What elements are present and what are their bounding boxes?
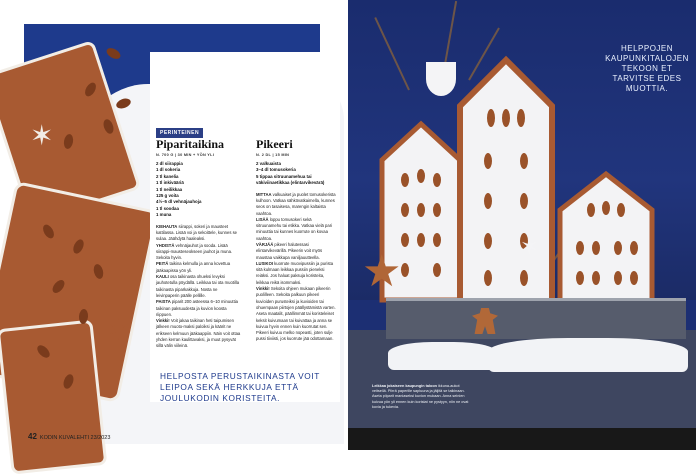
recipe-column-dough (156, 138, 242, 350)
recipe-step: LISÄÄ loppu tomusokeri sekä sitruunamehu tai etikka. Vatkaa vielä pari minuuttia tai kunnes kuorrute on kovaa vaahtoa. (256, 216, 333, 241)
baking-tray (386, 298, 686, 339)
recipe-steps (256, 192, 336, 343)
photo-caption: Leikkaa jokaiseen kaupungin taloon ikkuna-aukot veitsellä. Piirrä paperille sapluuna ja jäljitä se taikinaan. Aseta piiparit maniaseksi kuvion mukaan. Anna seinien kuivua yön yli ennen kuin koristat ne pystyyn, niin ne ovat kovia ja tukevia. (372, 384, 469, 409)
ingredient: 2 valkuaista (256, 161, 281, 166)
moon-cookie (426, 62, 456, 96)
recipe-step: LUSIKOI kuorrute muovipussiin ja purista sitä kulmaan leikkaa pussiin pieneksi reiäksi. Jos haluat paksuja koristeita, leikkaa reikä isommaksi. (256, 260, 334, 285)
ingredient: 4½–5 dl vehnäjauhoja (156, 199, 202, 205)
recipe-title: Pikeeri (256, 137, 293, 151)
star-ornament-icon: ✶ (520, 234, 539, 259)
ingredient: 1 tl soodaa (156, 205, 179, 211)
ingredient: 3–4 dl tomusokeria (256, 167, 296, 173)
ingredient: 1 tl inkivääriä (156, 180, 184, 186)
page-number: 42 (28, 432, 37, 441)
recipe-meta: N. 2 DL | 15 MIN (256, 153, 290, 157)
ingredient: 2 tl kanelia (156, 173, 179, 179)
recipe-step: KAULI osa taikinasta ohueksi levyksi jauhotetulla pöydällä. Leikkaa tai ota muotilla taikinasta piparkakkuja. Nosta ne leivinpaperin päälle pellille. (156, 274, 240, 298)
recipe-step: KIEHAUTA siirappi, sokeri ja mausteet kattilassa. Lisää voi ja sekoittele, kunnes se sulaa. Jäähdytä haaleaksi. (156, 223, 238, 242)
recipe-step: MITTAA valkuaiset ja puolet tomusokerista kulhoon. Vatkaa sähkövatkaimella, kunnes seos on tasaisesa, marengin kaltaista vaahtoa. (256, 191, 336, 216)
recipe-step: VÄRJÄÄ pikeeri halutessasi elintarvikevärillä. Pikeerin voit myös maustaa vaikkapa vaniljauutteella. (256, 242, 323, 260)
right-page-photo (348, 0, 696, 450)
recipe-tip: Vinkki! Voit jakaa taikinan heti taipumisen jälkeen muoto-maksi paloiksi ja käärit ne erikseen kelmuun jääkaappiin. Näin voit ottaa yhden kerran kaulittavaksi, ja muut pysyvät sillä välin viileinä. (156, 318, 241, 349)
recipe-column-icing (256, 138, 336, 343)
recipe-step: PAISTA piparit 200 asteessa 6–10 minuuttia taikinan paksuudesta ja kuvion koosta riippuen. (156, 299, 239, 317)
gingerbread-cookie (0, 319, 107, 474)
ingredient-list (256, 161, 336, 187)
ingredient: 5 tippaa sitruunamehua tai väkiviinaetikkaa (elintarvikevärä) (256, 173, 325, 186)
star-cookie-icon: ★ (362, 247, 402, 296)
almond (105, 46, 122, 61)
page-bottom-band (348, 428, 696, 450)
recipe-step: PEITÄ taikina kelmulla ja anna kovettua jääkaapissa yön yli. (156, 261, 231, 273)
photo-headline: HELPPOJEN KAUPUNKITALOJEN TEKOON ET TARVITSE EDES MUOTTIA. (605, 44, 689, 93)
recipe-title: Piparitaikina (156, 137, 225, 151)
left-page (0, 0, 348, 450)
gingerbread-house (456, 56, 556, 306)
gingerbread-photo (24, 24, 336, 428)
ingredient: 1 tl neilikkaa (156, 186, 183, 192)
star-cookie-icon: ✶ (106, 314, 132, 347)
recipe-step: YHDISTÄ vehnäjauhot ja sooda. Lisää siirappi-mausteseokseen jauhot ja muna. Sekoita hyvin. (156, 242, 233, 261)
page-footer (28, 432, 110, 441)
gingerbread-house (556, 170, 656, 310)
recipe-meta: N. 700 G | 30 MIN + YÖN YLI (156, 153, 215, 157)
recipe-steps (156, 224, 242, 350)
star-cookie-icon: ✶ (30, 120, 54, 151)
recipe-card (150, 52, 340, 402)
recipe-tip: Vinkki! Sekoita ohjeen mukaan pikeerin puolilleen. Sekoita palkuun pikeeri kuvioiden purusteiksi ja kuvioiden tai ohuempaan piirtojen päällystämistä varten. Aseta maatalit, päällimmät tai koristeleiset keksit kuivumaan tai kuivattaa ja anna se kuivua hyvin ennen kuin kuorrutat sen. Pikeeri kuivuu melko nopeasti, joten sulje pussi tiiviisti, jos kuorrute jää odottamaan. (256, 286, 336, 342)
recipe-badge: PERINTEINEN (156, 128, 203, 138)
sugar-snow (388, 342, 498, 370)
ingredient-list (156, 161, 242, 219)
ingredient: 125 g voita (156, 193, 179, 199)
ingredient: 1 dl sokeria (156, 167, 181, 173)
sugar-snow (488, 338, 688, 372)
ingredient: 1 muna (156, 212, 172, 218)
magazine-issue: KODIN KUVALEHTI 23/2023 (39, 435, 111, 441)
page-caption: HELPOSTA PERUSTAIKINASTA VOIT LEIPOA SEKÄ HERKKUJA ETTÄ JOULUKODIN KORISTEITA. (160, 371, 320, 403)
ingredient: 2 dl siirappia (156, 161, 183, 166)
